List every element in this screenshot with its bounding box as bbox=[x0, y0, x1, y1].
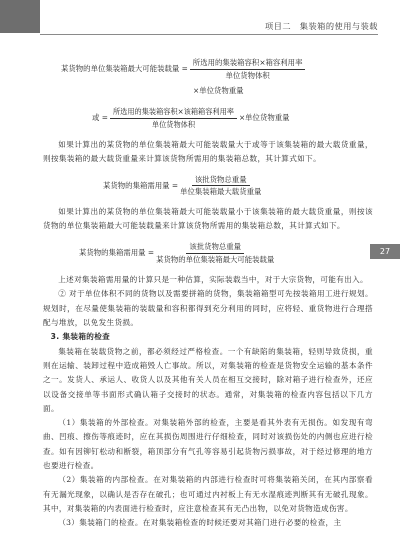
page-number-tab: 27 bbox=[370, 244, 400, 259]
formula-multiplier: ×单位货物重量 bbox=[193, 86, 244, 96]
paragraph: 上述对集装箱需用量的计算只是一种估算，实际装载当中，对于大宗货物，可能有出入。 bbox=[58, 275, 368, 285]
paragraph: （2）集装箱的内部检查。在对集装箱的内部进行检查时可将集装箱关闭，在其内部察看有无漏光现象，以确认是否存在破孔；也可通过内衬板上有无水湿痕迹判断其有无破孔现象。其中，对集装箱的内表面进行检查时，应注意检查其有无凸出物，以免对货物造成伤害。 bbox=[43, 475, 373, 513]
formula-fraction bbox=[156, 243, 274, 263]
paragraph: （3）集装箱门的检查。在对集装箱检查的时候还要对其箱门进行必要的检查，主 bbox=[58, 518, 342, 528]
paragraph: 如果计算出的某货物的单位集装箱最大可能装载量大于或等于该集装箱的最大载货重量，则按集装箱的最大载货重量来计算该货物所需用的集装箱总数，其计算式如下。 bbox=[43, 140, 373, 164]
fraction-denominator: 单位集装箱最大载货重量 bbox=[180, 187, 262, 197]
formula-lhs: 某货物的单位集装箱最大可能装载量 = bbox=[61, 64, 188, 74]
paragraph: 如果计算出的某货物的单位集装箱最大可能装载量小于该集装箱的最大载货重量，则按该货物的单位集装箱最大可能装载量来计算该货物所需用的集装箱总数，其计算式如下。 bbox=[43, 206, 373, 230]
formula-max-load bbox=[61, 50, 373, 88]
paragraph: （1）集装箱的外部检查。对集装箱外部的检查，主要是看其外表有无损伤。如发现有弯曲、凹痕、擦伤等痕迹时，应在其损伤周围进行仔细检查，同时对该损伤处的内侧也应进行检查。如有因铆钉松动和断裂，箱顶部分有气孔等容易引起货物污损事故，对于经过修理的地方也要进行检查。 bbox=[43, 418, 373, 471]
formula-container-need-by-weight bbox=[103, 167, 373, 205]
section-heading: 3. 集装箱的检查 bbox=[50, 332, 111, 342]
fraction-numerator: 所选用的集装箱容积×该箱箱容利用率 bbox=[110, 108, 237, 118]
formula-tail bbox=[193, 84, 373, 98]
page-body bbox=[43, 50, 373, 531]
fraction-numerator: 所选用的集装箱容积×箱容利用率 bbox=[190, 59, 306, 69]
formula-fraction bbox=[190, 59, 306, 79]
header-bar bbox=[0, 0, 40, 33]
fraction-denominator: 单位货物体积 bbox=[151, 119, 196, 129]
fraction-denominator: 单位货物体积 bbox=[225, 70, 270, 80]
formula-multiplier: ×单位货物重量 bbox=[238, 113, 290, 123]
paragraph: 集装箱在装载货物之前，都必须经过严格检查。一个有缺陷的集装箱，轻则导致货损，重则在运输、装卸过程中造成箱毁人亡事故。所以，对集装箱的检查是货物安全运输的基本条件之一。发货人、承运人、收货人以及其他有关人员在相互交接时，除对箱子进行检查外，还应以设备交接单等书面形式确认箱子交接时的状态。通常，对集装箱的检查内容包括以下几方面。 bbox=[43, 346, 373, 413]
formula-container-need-by-capacity bbox=[79, 233, 373, 273]
formula-lhs: 或 = bbox=[92, 113, 108, 123]
formula-lhs: 某货物的集箱需用量 = bbox=[103, 180, 179, 190]
running-header-title: 项目二 集装箱的使用与装载 bbox=[265, 21, 378, 31]
header-rule bbox=[40, 34, 378, 35]
formula-lhs: 某货物的集箱需用量 = bbox=[79, 248, 155, 258]
formula-fraction bbox=[180, 176, 261, 196]
fraction-denominator: 某货物的单位集装箱最大可能装载量 bbox=[156, 254, 275, 264]
paragraph: ② 对于单位体积不同的货物以及需要拼箱的货物，集装箱箱型可先按装箱用工进行规划。规划时，在尽量使集装箱的装载量和容积都得到充分利用的同时，应将轻、重货物进行合理搭配与堆放，以免发生货损。 bbox=[43, 289, 373, 328]
formula-fraction bbox=[110, 108, 237, 127]
fraction-numerator: 该批货物总重量 bbox=[186, 243, 244, 253]
formula-max-load-alt bbox=[92, 98, 373, 138]
fraction-numerator: 该批货物总重量 bbox=[192, 176, 250, 186]
